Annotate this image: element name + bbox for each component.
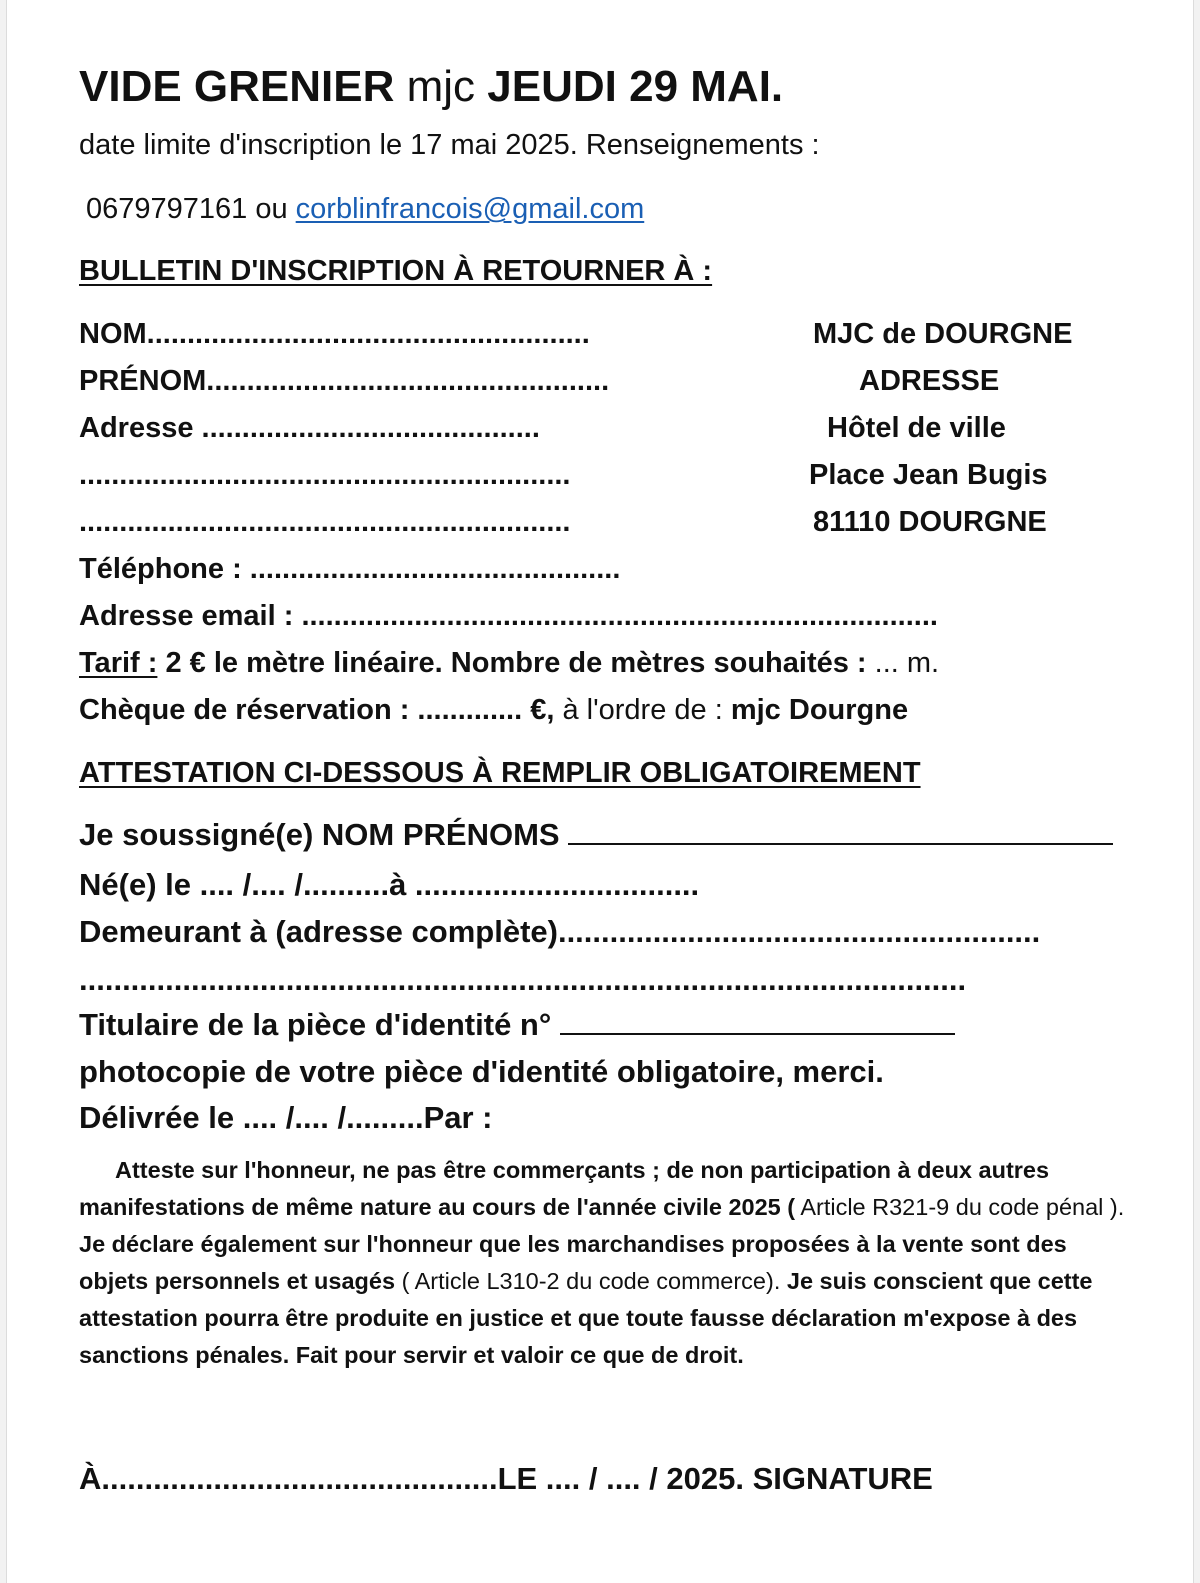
return-address-line3: Hôtel de ville [827, 412, 1006, 444]
title-date: JEUDI 29 MAI. [487, 62, 784, 111]
attestation-dots-line: ....................................................................................................... [79, 962, 967, 997]
paragraph-s4: ( Article L310-2 du code commerce). [395, 1268, 787, 1294]
return-address-line1: MJC de DOURGNE [813, 318, 1073, 350]
return-address-line2: ADRESSE [859, 365, 1000, 397]
title-vide-grenier: VIDE GRENIER [79, 62, 395, 111]
contact-line [86, 191, 644, 227]
field-nom: NOM....................................................... [79, 318, 590, 350]
field-prenom: PRÉNOM.................................................. [79, 365, 610, 397]
field-email: Adresse email : ............................................................................... [79, 600, 938, 632]
field-adresse: Adresse .......................................... [79, 412, 540, 444]
cheque-line [79, 692, 908, 728]
tarif-meters: ... m. [866, 647, 940, 679]
attestation-ne-le: Né(e) le .... /.... /..........à ................................. [79, 867, 700, 902]
contact-email-link[interactable]: corblinfrancois@gmail.com [295, 193, 645, 225]
footer-signature-line: À..............................................LE .... / .... / 2025. SIGNATURE [79, 1461, 933, 1496]
paragraph-s1: Atteste sur l'honneur, ne pas être commerçants ; de non participation à deux autres manifestations de même nature au cours de l'année civile 2025 ( [79, 1157, 1050, 1220]
attestation-soussigne: Je soussigné(e) NOM PRÉNOMS [79, 817, 560, 852]
field-adresse-line2: ............................................................. [79, 459, 571, 491]
attestation-soussigne-line [79, 815, 1113, 855]
paragraph-s3: Je déclare également sur l'honneur que les marchandises proposées à la vente sont des objets personnels et usagés [79, 1231, 1067, 1294]
paragraph-s5: Je suis conscient que cette attestation pourra être produite en justice et que toute fausse déclaration m'expose à des sanctions pénales. Fait pour servir et valoir ce que de droit. [79, 1268, 1093, 1368]
document-page [6, 0, 1194, 1583]
return-address-line5: 81110 DOURGNE [813, 506, 1047, 538]
attestation-demeurant: Demeurant à (adresse complète)........................................................ [79, 914, 1041, 949]
cheque-payee: mjc Dourgne [730, 694, 909, 726]
cheque-order: à l'ordre de : [554, 694, 731, 726]
paragraph-s2: Article R321-9 du code pénal ). [795, 1194, 1125, 1220]
tarif-line [79, 645, 939, 681]
contact-phone: 0679797161 ou [86, 193, 288, 225]
title-mjc: mjc [406, 62, 476, 111]
attestation-paragraph [79, 1152, 1129, 1374]
bulletin-heading: BULLETIN D'INSCRIPTION À RETOURNER À : [79, 255, 713, 287]
attestation-delivree: Délivrée le .... /.... /.........Par : [79, 1100, 493, 1135]
field-adresse-line3: ............................................................. [79, 506, 571, 538]
soussigne-blank-line [568, 842, 1113, 845]
info-line: date limite d'inscription le 17 mai 2025. Renseignements : [79, 129, 820, 161]
attestation-photocopie: photocopie de votre pièce d'identité obligatoire, merci. [79, 1054, 884, 1089]
cheque-label: Chèque de réservation : ............. €, [79, 694, 555, 726]
tarif-label: Tarif : [79, 647, 158, 679]
attestation-titulaire: Titulaire de la pièce d'identité n° [79, 1007, 552, 1042]
attestation-heading: ATTESTATION CI-DESSOUS À REMPLIR OBLIGATOIREMENT [79, 757, 921, 789]
titulaire-blank-line [560, 1032, 955, 1035]
attestation-titulaire-line [79, 1005, 955, 1045]
field-telephone: Téléphone : .............................................. [79, 553, 621, 585]
tarif-text: 2 € le mètre linéaire. Nombre de mètres souhaités : [157, 647, 867, 679]
page-title [79, 60, 783, 114]
return-address-line4: Place Jean Bugis [809, 459, 1048, 491]
